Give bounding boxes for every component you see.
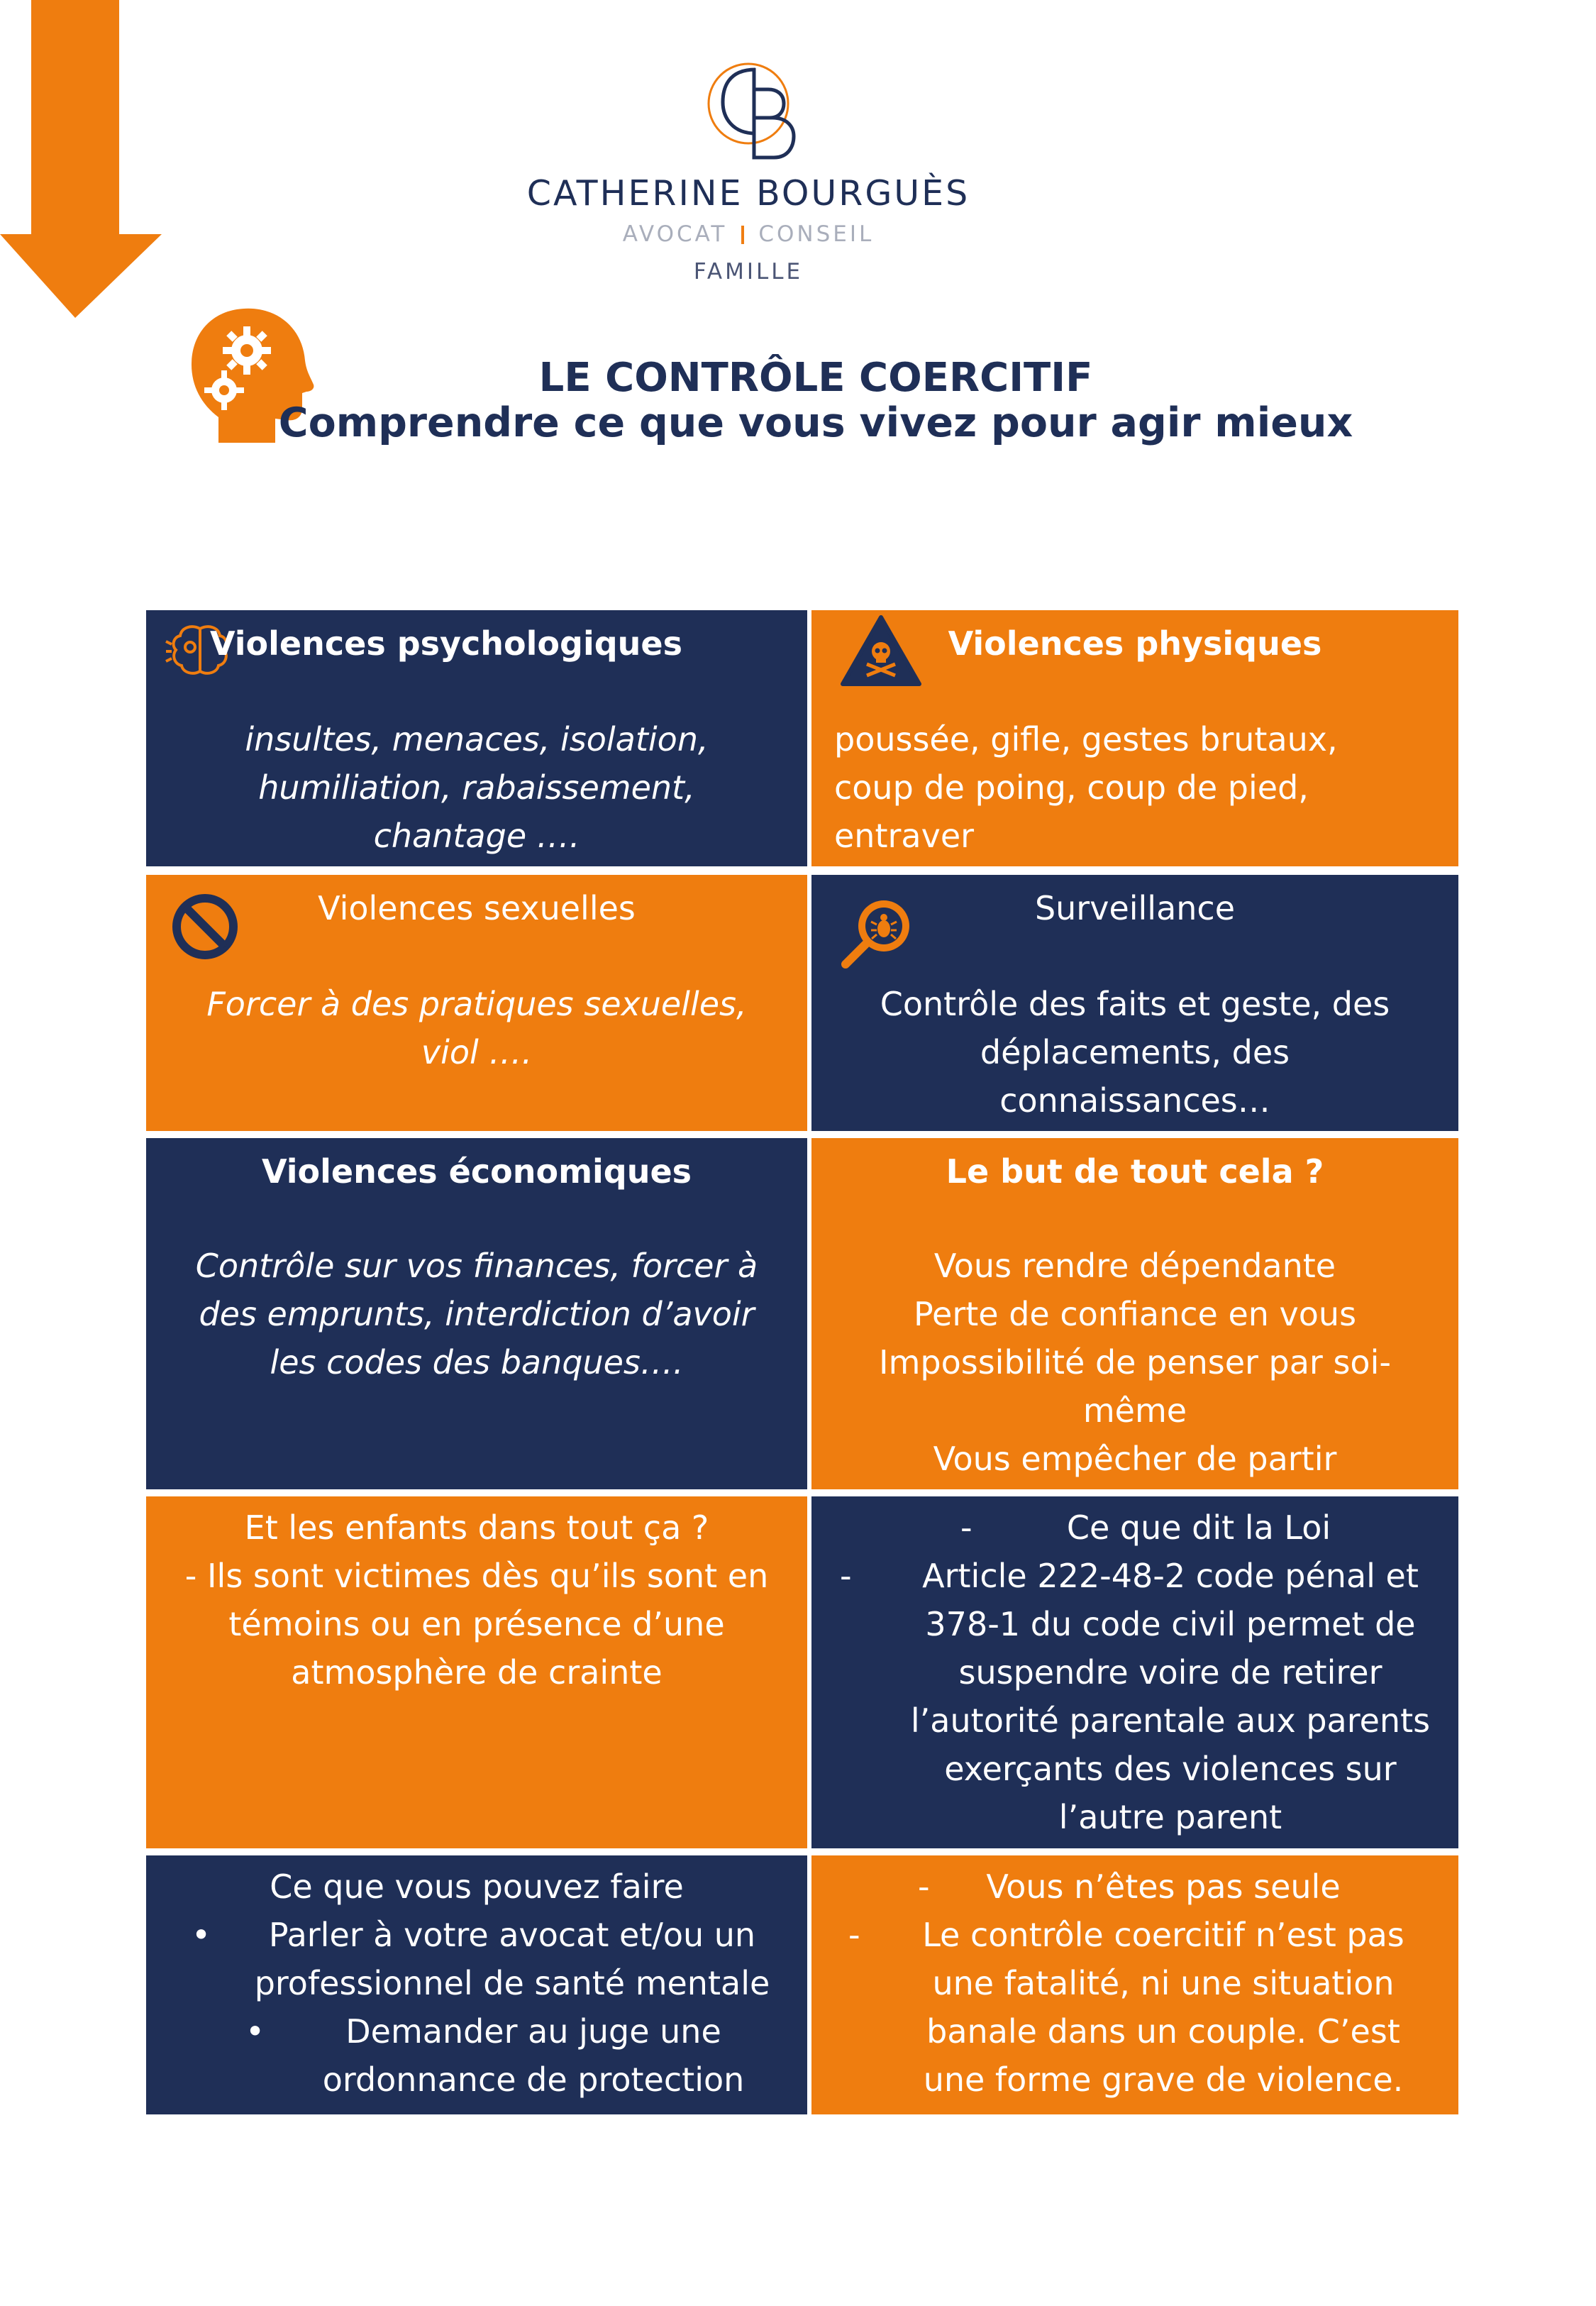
cell-line: l’autorité parentale aux parents — [910, 1701, 1431, 1740]
cell-line: Et les enfants dans tout ça ? — [244, 1508, 709, 1547]
cell-loi — [811, 1496, 1458, 1848]
cell-line: poussée, gifle, gestes brutaux, — [834, 720, 1338, 758]
cell-body — [146, 1504, 807, 1697]
cell-body — [146, 980, 807, 1076]
cell-line: exerçants des violences sur — [944, 1750, 1397, 1788]
cell-line: une forme grave de violence. — [923, 2060, 1404, 2099]
cell-line: déplacements, des — [980, 1033, 1290, 1071]
cell-line: suspendre voire de retirer — [958, 1653, 1382, 1692]
firm-name: CATHERINE BOURGUÈS — [526, 173, 970, 214]
cell-dash: - — [918, 1868, 930, 1906]
firm-sub-avocat: AVOCAT — [622, 221, 728, 247]
cell-line: humiliation, rabaissement, — [258, 768, 695, 807]
cell-title: Violences sexuelles — [318, 889, 636, 927]
cell-body — [274, 2007, 793, 2104]
cell-line: Contrôle des faits et geste, des — [880, 985, 1390, 1023]
cell-dash: - — [840, 1557, 852, 1595]
cell-line: Article 222-48-2 code pénal et — [922, 1557, 1419, 1595]
firm-subtitle — [0, 221, 1497, 247]
cell-line: viol …. — [421, 1033, 533, 1071]
firm-logo-mark — [699, 61, 812, 167]
cell-line: - Ils sont victimes dès qu’ils sont en — [184, 1557, 769, 1595]
cell-body — [890, 1552, 1451, 1841]
cell-line: même — [1082, 1391, 1187, 1430]
cell-line: Vous n’êtes pas seule — [986, 1868, 1341, 1906]
cell-violences-physiques — [811, 610, 1458, 866]
cell-line: insultes, menaces, isolation, — [245, 720, 709, 758]
cell-title: Ce que vous pouvez faire — [270, 1868, 684, 1906]
cell-dash: - — [960, 1508, 972, 1547]
cell-title: Surveillance — [1034, 889, 1236, 927]
cell-line: Parler à votre avocat et/ou un — [268, 1916, 756, 1954]
cell-line: Impossibilité de penser par soi- — [879, 1343, 1391, 1381]
cell-body — [146, 1242, 807, 1386]
cell-line: témoins ou en présence d’une — [228, 1605, 725, 1643]
cell-line: ordonnance de protection — [322, 2060, 745, 2099]
cell-violences-psychologiques — [146, 610, 807, 866]
cell-line: Forcer à des pratiques sexuelles, — [206, 985, 747, 1023]
page-title: LE CONTRÔLE COERCITIF — [538, 355, 1093, 401]
bullet-icon: • — [192, 1916, 211, 1954]
cell-pas-seule — [811, 1855, 1458, 2114]
cell-line: banale dans un couple. C’est — [926, 2012, 1400, 2051]
cell-line: une fatalité, ni une situation — [932, 1964, 1395, 2002]
cell-title: Violences physiques — [948, 624, 1322, 663]
cell-title: Le but de tout cela ? — [946, 1152, 1324, 1191]
cell-line: Vous empêcher de partir — [933, 1440, 1337, 1478]
cell-title: Violences psychologiques — [210, 624, 682, 663]
cell-body — [834, 715, 1458, 860]
cell-but — [811, 1138, 1458, 1489]
cell-line: des emprunts, interdiction d’avoir — [199, 1295, 755, 1333]
cell-line: Contrôle sur vos finances, forcer à — [195, 1247, 758, 1285]
cell-dash: - — [848, 1916, 860, 1954]
cell-line: entraver — [834, 817, 975, 855]
firm-sub-conseil: CONSEIL — [758, 221, 875, 247]
cell-enfants — [146, 1496, 807, 1848]
cell-surveillance — [811, 875, 1458, 1131]
cell-line: chantage …. — [373, 817, 580, 855]
cell-que-faire — [146, 1855, 807, 2114]
cell-line: Demander au juge une — [345, 2012, 721, 2051]
cell-line: connaissances… — [999, 1081, 1270, 1120]
cell-line: Perte de confiance en vous — [913, 1295, 1357, 1333]
cell-body — [882, 1911, 1444, 2104]
firm-family: FAMILLE — [693, 259, 804, 285]
cell-line: Ce que dit la Loi — [1066, 1508, 1331, 1547]
firm-sub-separator — [741, 226, 744, 244]
cell-line: professionnel de santé mentale — [254, 1964, 770, 2002]
cell-violences-sexuelles — [146, 875, 807, 1131]
cell-line: les codes des banques…. — [270, 1343, 684, 1381]
cell-line: l’autre parent — [1058, 1798, 1282, 1836]
bullet-icon: • — [245, 2012, 265, 2051]
cell-body — [811, 1242, 1458, 1483]
cell-body — [231, 1911, 793, 2007]
cell-line: atmosphère de crainte — [291, 1653, 663, 1692]
cell-line: 378-1 du code civil permet de — [925, 1605, 1416, 1643]
cell-line: Le contrôle coercitif n’est pas — [922, 1916, 1404, 1954]
cell-title: Violences économiques — [261, 1152, 692, 1191]
cell-line: Vous rendre dépendante — [933, 1247, 1336, 1285]
cell-violences-economiques — [146, 1138, 807, 1489]
page-subtitle: Comprendre ce que vous vivez pour agir mieux — [278, 399, 1353, 446]
cell-line: coup de poing, coup de pied, — [834, 768, 1309, 807]
cell-body — [811, 980, 1458, 1125]
cell-body — [146, 715, 807, 860]
